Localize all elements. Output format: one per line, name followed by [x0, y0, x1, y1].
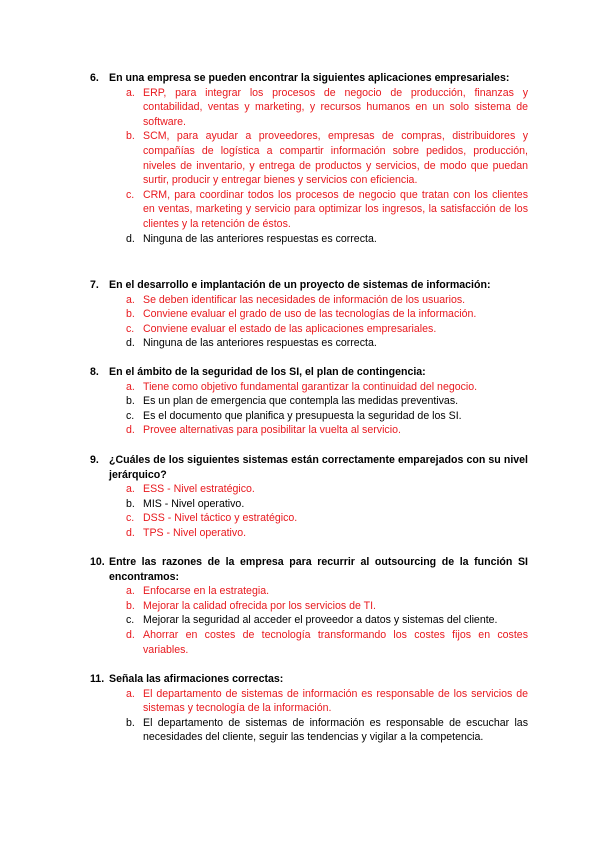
answer-option: [126, 613, 528, 628]
answer-letter: b.: [126, 716, 135, 729]
answer-text: ERP, para integrar los procesos de negocio de producción, finanzas y contabilidad, ventas y marketing, y recursos humanos en un solo sistema de software.: [143, 86, 528, 128]
question-text: En una empresa se pueden encontrar la siguientes aplicaciones empresariales:: [109, 72, 510, 84]
answer-list: [90, 293, 528, 351]
answer-letter: c.: [126, 512, 135, 525]
question-11: [90, 672, 528, 745]
answer-option: [126, 293, 528, 308]
answer-option: [126, 584, 528, 599]
answer-option: [126, 423, 528, 438]
question-number: 10.: [90, 556, 105, 568]
question-7: [90, 278, 528, 351]
answer-option: [126, 687, 528, 716]
answer-letter: a.: [126, 86, 135, 99]
answer-text: Mejorar la calidad ofrecida por los servicios de TI.: [143, 599, 376, 612]
answer-letter: b.: [126, 497, 135, 510]
answer-text: ESS - Nivel estratégico.: [143, 483, 255, 496]
answer-option: [126, 628, 528, 657]
question-6: [90, 71, 528, 246]
answer-letter: a.: [126, 293, 135, 306]
answer-text: Provee alternativas para posibilitar la vuelta al servicio.: [143, 424, 401, 437]
answer-letter: c.: [126, 188, 135, 201]
answer-text: CRM, para coordinar todos los procesos de negocio que tratan con los clientes en ventas, marketing y servicio para optimizar los ingresos, la satisfacción de los clientes y la retención de éstos.: [143, 188, 528, 230]
answer-list: [90, 482, 528, 540]
answer-list: [90, 584, 528, 657]
question-10: [90, 555, 528, 657]
answer-option: [126, 380, 528, 395]
answer-letter: d.: [126, 337, 135, 350]
answer-option: [126, 129, 528, 187]
question-text: En el ámbito de la seguridad de los SI, el plan de contingencia:: [109, 366, 426, 378]
question-heading: [90, 672, 528, 687]
question-number: 11.: [90, 673, 105, 685]
answer-letter: d.: [126, 628, 135, 641]
answer-option: [126, 497, 528, 512]
answer-list: [90, 687, 528, 745]
answer-letter: c.: [126, 409, 135, 422]
answer-option: [126, 232, 528, 247]
question-heading: [90, 555, 528, 584]
answer-option: [126, 336, 528, 351]
answer-text: TPS - Nivel operativo.: [143, 526, 247, 539]
answer-text: SCM, para ayudar a proveedores, empresas de compras, distribuidores y compañías de logística a compartir información sobre pedidos, producción, niveles de inventario, y entrega de productos y servicios, de modo que puedan surtir, producir y entregar bienes y servicios con eficiencia.: [143, 130, 528, 187]
answer-text: Es el documento que planifica y presupuesta la seguridad de los SI.: [143, 409, 462, 422]
question-number: 8.: [90, 366, 99, 378]
question-number: 9.: [90, 454, 99, 466]
answer-list: [90, 86, 528, 247]
answer-text: El departamento de sistemas de información es responsable de escuchar las necesidades del cliente, seguir las tendencias y vigilar a la competencia.: [143, 716, 528, 744]
answer-text: Se deben identificar las necesidades de información de los usuarios.: [143, 293, 466, 306]
answer-letter: b.: [126, 308, 135, 321]
answer-list: [90, 380, 528, 438]
question-9: [90, 453, 528, 541]
question-text: Entre las razones de la empresa para recurrir al outsourcing de la función SI encontramos:: [109, 556, 528, 583]
answer-letter: a.: [126, 483, 135, 496]
answer-option: [126, 188, 528, 232]
answer-letter: b.: [126, 395, 135, 408]
question-heading: [90, 453, 528, 482]
answer-letter: d.: [126, 526, 135, 539]
answer-text: DSS - Nivel táctico y estratégico.: [143, 512, 298, 525]
answer-option: [126, 716, 528, 745]
answer-option: [126, 482, 528, 497]
question-number: 7.: [90, 279, 99, 291]
answer-option: [126, 511, 528, 526]
question-number: 6.: [90, 72, 99, 84]
answer-letter: c.: [126, 614, 135, 627]
answer-letter: a.: [126, 380, 135, 393]
answer-text: Ninguna de las anteriores respuestas es correcta.: [143, 232, 377, 245]
answer-option: [126, 394, 528, 409]
question-heading: [90, 71, 528, 86]
question-text: En el desarrollo e implantación de un proyecto de sistemas de información:: [109, 279, 491, 291]
answer-option: [126, 322, 528, 337]
answer-text: MIS - Nivel operativo.: [143, 497, 245, 510]
answer-letter: d.: [126, 424, 135, 437]
answer-text: Conviene evaluar el grado de uso de las tecnologías de la información.: [143, 308, 477, 321]
answer-option: [126, 307, 528, 322]
answer-text: Tiene como objetivo fundamental garantizar la continuidad del negocio.: [143, 380, 478, 393]
answer-option: [126, 526, 528, 541]
answer-text: Conviene evaluar el estado de las aplicaciones empresariales.: [143, 322, 437, 335]
answer-text: Enfocarse en la estrategia.: [143, 585, 270, 598]
answer-option: [126, 409, 528, 424]
answer-letter: b.: [126, 130, 135, 143]
answer-letter: a.: [126, 687, 135, 700]
question-text: ¿Cuáles de los siguientes sistemas están correctamente emparejados con su nivel jerárquico?: [109, 454, 528, 481]
answer-letter: c.: [126, 322, 135, 335]
answer-letter: d.: [126, 232, 135, 245]
question-heading: [90, 278, 528, 293]
answer-option: [126, 599, 528, 614]
answer-letter: b.: [126, 599, 135, 612]
question-8: [90, 365, 528, 438]
question-heading: [90, 365, 528, 380]
answer-letter: a.: [126, 585, 135, 598]
answer-option: [126, 86, 528, 130]
answer-text: Mejorar la seguridad al acceder el proveedor a datos y sistemas del cliente.: [143, 614, 498, 627]
answer-text: Ninguna de las anteriores respuestas es correcta.: [143, 337, 377, 350]
answer-text: Ahorrar en costes de tecnología transformando los costes fijos en costes variables.: [143, 628, 528, 656]
answer-text: El departamento de sistemas de información es responsable de los servicios de sistemas y tecnología de la información.: [143, 687, 528, 715]
question-text: Señala las afirmaciones correctas:: [109, 673, 284, 685]
answer-text: Es un plan de emergencia que contempla las medidas preventivas.: [143, 395, 459, 408]
